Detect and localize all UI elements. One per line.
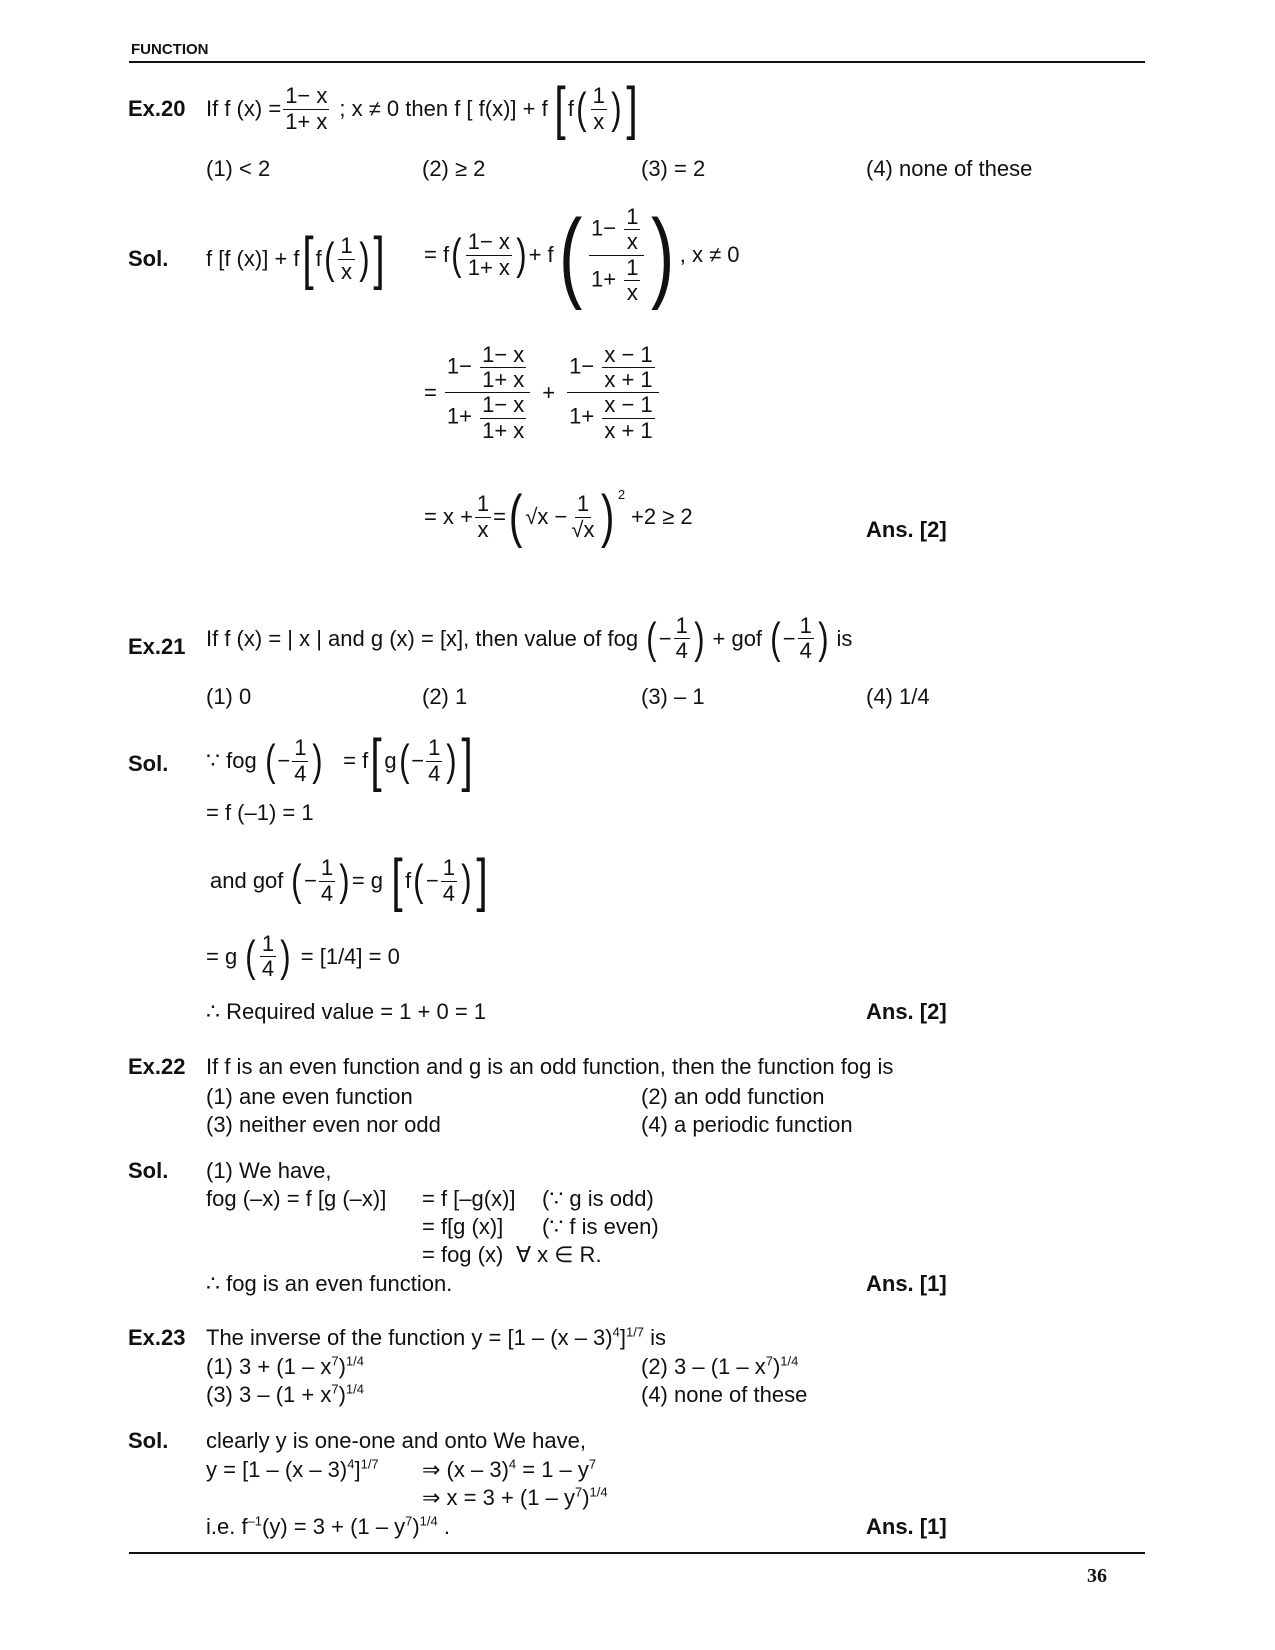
ex23-option-2: (2) $3 - (1 - x^7)^{1/4}$ (641, 1353, 799, 1379)
ex20-sol-line1-rhs: = f ( $\frac{1- x}{1+ x}$ ) + f ( 1− $\frac{1}{x}$ 1+ $\frac{1}{x}$ ) , x ≠ 0 (424, 199, 740, 311)
ex22-sol-line4-rhs: = fog (x) (422, 1242, 504, 1267)
ex23-option-3: (3) $3 - (1 + x^7)^{1/4}$ (206, 1381, 364, 1407)
ex21-option-3: (3) – 1 (641, 684, 705, 709)
ex20-if: If f (x) = (206, 96, 282, 121)
ex20-answer: Ans. [2] (866, 517, 947, 542)
ex23-sol-line3: ⇒ $x = 3 + (1 - y^7)^{1/4}$ (422, 1484, 608, 1510)
ex20-sol-line1-lhs: f [f (x)] + f [ f ( $\frac{1}{x}$ ) ] (206, 226, 386, 291)
ex20-bracket-open: [ (554, 76, 566, 141)
footer-rule (129, 1552, 1145, 1554)
ex23-option-4: (4) none of these (641, 1382, 808, 1407)
ex23-sol-line2-lhs: y = [1 – (x – 3)$^4$]$^{1/7}$ (206, 1456, 379, 1482)
ex20-bracket-close: ] (625, 76, 638, 141)
ex20-option-1: (1) < 2 (206, 156, 271, 181)
ex20-line2-term-a: 1− $\frac{1- x}{1+ x}$ 1+ $\frac{1- x}{1+ x}$ (445, 343, 530, 443)
ex21-answer: Ans. [2] (866, 999, 947, 1024)
ex21-option-4: (4) 1/4 (866, 684, 930, 709)
ex23-question: The inverse of the function y = [1 – (x – 3)$^4$]$^{1/7}$ is (206, 1324, 667, 1350)
ex23-sol-line2-rhs: ⇒ $(x - 3)^4 = 1 - y^7$ (422, 1456, 597, 1482)
ex21-label: Ex.21 (128, 634, 186, 659)
ex20-cond: ; x ≠ 0 then f [ f(x)] + f (339, 96, 548, 121)
ex20-inner-fraction: $\frac{1}{x}$ (592, 83, 605, 134)
ex22-option-2: (2) an odd function (641, 1084, 825, 1109)
ex23-sol-line4: i.e. $f^{-1}(y) = 3 + (1 - y^7)^{1/4}$ . (206, 1513, 450, 1539)
ex22-option-3: (3) neither even nor odd (206, 1112, 441, 1137)
section-header: FUNCTION (131, 41, 209, 58)
ex20-compound-fraction: 1− $\frac{1}{x}$ 1+ $\frac{1}{x}$ (589, 205, 644, 305)
ex20-sol-line3: = x + $\frac{1}{x}$ = ( √x − $\frac{1}{√x}$ ) 2 +2 ≥ 2 (424, 484, 693, 549)
header-rule (129, 61, 1145, 63)
ex22-sol-line4-tail: ∀ x ∈ R. (516, 1242, 602, 1267)
ex21-sol-line4: = g ( $\frac{1}{4}$ ) = [1/4] = 0 (206, 931, 400, 982)
ex22-sol-line3-reason: (∵ f is even) (542, 1214, 659, 1239)
ex20-option-2: (2) ≥ 2 (422, 156, 486, 181)
ex22-sol-line1: (1) We have, (206, 1158, 332, 1183)
ex21-sol-label: Sol. (128, 751, 169, 776)
ex23-sol-line1: clearly y is one-one and onto We have, (206, 1428, 586, 1453)
ex20-option-3: (3) = 2 (641, 156, 706, 181)
ex23-option-1: (1) $3 + (1 - x^7)^{1/4}$ (206, 1353, 364, 1379)
ex23-answer: Ans. [1] (866, 1514, 947, 1539)
ex21-sol-line2: = f (–1) = 1 (206, 800, 314, 825)
ex22-sol-line2-rhs: = f [–g(x)] (422, 1186, 516, 1211)
page-number: 36 (1087, 1565, 1107, 1587)
ex22-sol-line2-reason: (∵ g is odd) (542, 1186, 654, 1211)
ex20-option-4: (4) none of these (866, 156, 1033, 181)
ex20-line2-term-b: 1− $\frac{x - 1}{x + 1}$ 1+ $\frac{x - 1}{x + 1}$ (567, 343, 659, 443)
ex23-label: Ex.23 (128, 1325, 186, 1350)
ex21-option-1: (1) 0 (206, 684, 252, 709)
ex22-question: If f is an even function and g is an odd function, then the function fog is (206, 1054, 894, 1079)
ex22-option-1: (1) ane even function (206, 1084, 413, 1109)
ex22-sol-line2-lhs: fog (–x) = f [g (–x)] (206, 1186, 387, 1211)
ex23-sol-label: Sol. (128, 1428, 169, 1453)
ex20-label: Ex.20 (128, 96, 186, 121)
ex22-sol-line5: ∴ fog is an even function. (206, 1271, 453, 1296)
ex22-sol-label: Sol. (128, 1158, 169, 1183)
ex21-question: If f (x) = | x | and g (x) = [x], then value of fog ( − $\frac{1}{4}$ ) + gof ( − $\frac{1}{4}$ ) is (206, 613, 853, 664)
ex21-sol-line1: ∵ fog ( − $\frac{1}{4}$ ) = f [ g ( − $\frac{1}{4}$ ) ] (206, 728, 473, 793)
ex20-sol-line2: = 1− $\frac{1- x}{1+ x}$ 1+ $\frac{1- x}{1+ x}$ + 1− $\frac{x - 1}{x + 1}$ 1+ $\frac{x - 1}{x + 1}$ (424, 343, 661, 443)
ex22-option-4: (4) a periodic function (641, 1112, 853, 1137)
ex22-answer: Ans. [1] (866, 1271, 947, 1296)
ex21-option-2: (2) 1 (422, 684, 468, 709)
ex20-sol-label: Sol. (128, 246, 169, 271)
ex20-question: If f (x) = $\frac{1- x}{1+ x}$ ; x ≠ 0 then f [ f(x)] + f [ f ( $\frac{1}{x}$ ) ] (206, 76, 638, 141)
ex21-sol-line3: and gof ( − $\frac{1}{4}$ ) = g [ f ( − $\frac{1}{4}$ ) ] (210, 848, 488, 913)
ex21-sol-line5: ∴ Required value = 1 + 0 = 1 (206, 999, 487, 1024)
ex22-sol-line3-rhs: = f[g (x)] (422, 1214, 504, 1239)
ex20-fraction: $\frac{1- x}{1+ x}$ (285, 83, 328, 134)
ex22-label: Ex.22 (128, 1054, 186, 1079)
